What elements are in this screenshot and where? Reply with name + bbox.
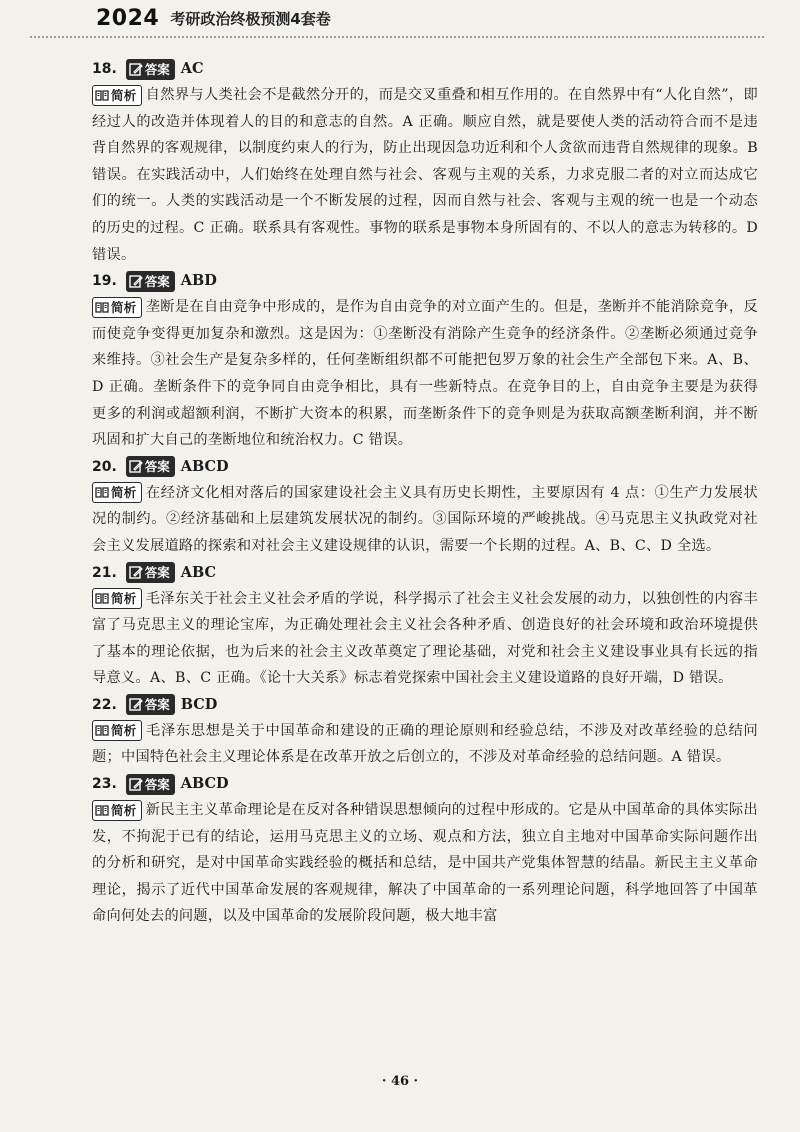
analysis-body: 垄断是在自由竞争中形成的，是作为自由竞争的对立面产生的。但是，垄断并不能消除竞争，反而使竞争变得更加复杂和激烈。这是因为：①垄断没有消除产生竞争的经济条件。②垄断必须通过竞争来维持。③社会生产是复杂多样的，任何垄断组织都不可能把包罗万象的社会生产全部包下来。A、B、D 正确。垄断条件下的竞争同自由竞争相比，具有一些新特点。在竞争目的上，自由竞争主要是为获得更多的利润或超额利润，不断扩大资本的积累，而垄断条件下的竞争则是为获取高额垄断利润，并不断巩固和扩大自己的垄断地位和统治权力。C 错误。 xyxy=(92,299,759,449)
question-item xyxy=(92,771,758,930)
analysis-tag xyxy=(92,800,142,821)
pencil-note-icon xyxy=(129,274,143,287)
answer-letters: AC xyxy=(180,60,204,77)
analysis-tag-label: 简析 xyxy=(111,802,137,818)
answer-tag-label: 答案 xyxy=(144,273,170,289)
answer-tag-label: 答案 xyxy=(144,776,170,792)
pencil-note-icon xyxy=(129,62,143,75)
answer-tag xyxy=(126,774,175,795)
answer-tag-label: 答案 xyxy=(144,459,170,475)
answer-line xyxy=(92,454,758,480)
analysis-body: 毛泽东思想是关于中国革命和建设的正确的理论原则和经验总结，不涉及对改革经验的总结问题；中国特色社会主义理论体系是在改革开放之后创立的，不涉及对革命经验的总结问题。A 错误。 xyxy=(92,722,758,766)
question-item xyxy=(92,560,758,692)
answer-letters: BCD xyxy=(180,695,218,713)
book-icon xyxy=(95,88,109,101)
question-number: 20. xyxy=(92,458,117,475)
question-number: 22. xyxy=(92,696,117,713)
analysis-text xyxy=(92,718,758,771)
question-number: 21. xyxy=(92,564,117,581)
pencil-note-icon xyxy=(129,459,143,472)
pencil-note-icon xyxy=(129,697,143,710)
question-item xyxy=(92,268,758,454)
pencil-note-icon xyxy=(129,777,143,790)
book-icon xyxy=(95,300,109,313)
answer-tag-label: 答案 xyxy=(144,61,170,77)
answer-letters: ABCD xyxy=(180,775,229,793)
analysis-body: 自然界与人类社会不是截然分开的，而是交叉重叠和相互作用的。在自然界中有“人化自然”，即经过人的改造并体现着人的目的和意志的自然。A 正确。顺应自然，就是要使人类的活动符合而不是违背自然界的客观规律，以制度约束人的行为，防止出现因急功近利和个人贪欲而违背自然规律的现象。B 错误。在实践活动中，人们始终在处理自然与社会、客观与主观的关系，力求克服二者的对立而达成它们的统一。人类的实践活动是一个不断发展的过程，因而自然与社会、客观与主观的统一也是一个动态的历史的过程。C 正确。联系具有客观性。事物的联系是事物本身所固有的、不以人的意志为转移的。D 错误。 xyxy=(92,87,758,263)
header-year: 2024 xyxy=(96,6,160,31)
answer-letters: ABC xyxy=(180,563,217,581)
pencil-note-icon xyxy=(129,565,143,578)
answer-line xyxy=(92,692,758,718)
analysis-tag xyxy=(92,720,142,741)
analysis-text xyxy=(92,294,758,454)
answer-tag-label: 答案 xyxy=(144,565,170,580)
analysis-tag xyxy=(92,588,142,609)
answer-tag xyxy=(126,694,175,715)
analysis-body: 在经济文化相对落后的国家建设社会主义具有历史长期性，主要原因有 4 点：①生产力发展状况的制约。②经济基础和上层建筑发展状况的制约。③国际环境的严峻挑战。④马克思主义执政党对社会主义发展道路的探索和对社会主义建设规律的认识，需要一个长期的过程。A、B、C、D 全选。 xyxy=(92,484,758,554)
analysis-tag-label: 简析 xyxy=(111,591,137,606)
analysis-body: 新民主主义革命理论是在反对各种错误思想倾向的过程中形成的。它是从中国革命的具体实际出发，不拘泥于已有的结论，运用马克思主义的立场、观点和方法，独立自主地对中国革命实际问题作出的分析和研究，是对中国革命实践经验的概括和总结，是中国共产党集体智慧的结晶。新民主主义革命理论，揭示了近代中国革命发展的客观规律，解决了中国革命的一系列理论问题，科学地回答了中国革命向何处去的问题，以及中国革命的发展阶段问题，极大地丰富 xyxy=(92,802,758,925)
answer-line xyxy=(92,771,758,797)
answer-tag xyxy=(126,59,175,80)
book-icon xyxy=(95,803,109,816)
answer-tag xyxy=(126,562,175,583)
analysis-tag xyxy=(92,85,142,106)
analysis-tag xyxy=(92,482,142,503)
question-item xyxy=(92,56,758,268)
analysis-text xyxy=(92,480,758,560)
analysis-body: 毛泽东关于社会主义社会矛盾的学说，科学揭示了社会主义社会发展的动力，以独创性的内容丰富了马克思主义的理论宝库，为正确处理社会主义社会各种矛盾、创造良好的社会环境和政治环境提供了基本的理论依据，也为后来的社会主义改革奠定了理论基础，对党和社会主义建设事业具有长远的指导意义。A、B、C 正确。《论十大关系》标志着党探索中国社会主义建设道路的良好开端，D 错误。 xyxy=(92,590,758,687)
answer-line xyxy=(92,56,758,82)
analysis-text xyxy=(92,586,758,692)
answer-line xyxy=(92,560,758,586)
analysis-tag-label: 简析 xyxy=(111,485,137,501)
book-icon xyxy=(95,723,109,736)
header-divider xyxy=(30,36,764,38)
question-number: 19. xyxy=(92,273,117,290)
page-number: · 46 · xyxy=(381,1074,419,1089)
question-number: 18. xyxy=(92,61,117,77)
question-item xyxy=(92,692,758,771)
answer-tag xyxy=(126,456,175,477)
book-icon xyxy=(95,485,109,498)
answer-tag xyxy=(126,271,175,292)
analysis-tag-label: 简析 xyxy=(111,723,137,739)
question-number: 23. xyxy=(92,776,117,793)
header-title: 考研政治终极预测4套卷 xyxy=(170,10,331,28)
answer-line xyxy=(92,268,758,294)
book-icon xyxy=(95,591,109,604)
analysis-tag xyxy=(92,297,142,318)
analysis-tag-label: 简析 xyxy=(111,299,137,315)
answer-letters: ABCD xyxy=(180,457,229,475)
page-header xyxy=(96,6,760,32)
analysis-text xyxy=(92,82,758,268)
question-item xyxy=(92,454,758,560)
answer-list xyxy=(92,56,758,930)
analysis-tag-label: 简析 xyxy=(111,87,137,103)
answer-tag-label: 答案 xyxy=(144,697,170,713)
answer-letters: ABD xyxy=(180,272,217,290)
analysis-text xyxy=(92,797,758,930)
